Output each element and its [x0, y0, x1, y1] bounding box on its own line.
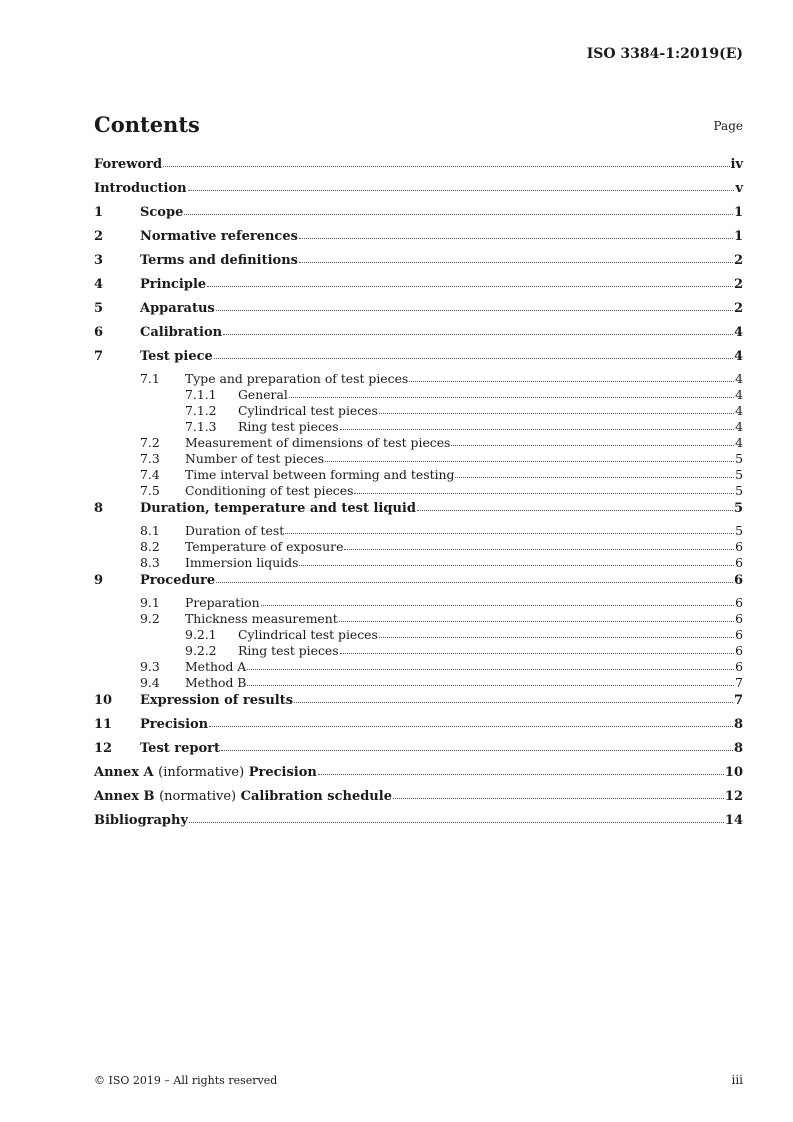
toc-entry-title: Apparatus — [140, 301, 215, 316]
dot-leader — [393, 797, 724, 799]
toc-entry[interactable] — [94, 347, 743, 371]
toc-entry-title: Test report — [140, 741, 221, 756]
dot-leader — [299, 564, 734, 566]
dot-leader — [261, 604, 735, 606]
toc-entry-page: 4 — [733, 349, 743, 364]
toc-entry-title — [94, 763, 317, 783]
dot-leader — [340, 428, 735, 430]
toc-entry-number: 12 — [94, 741, 113, 756]
toc-entry-title: Principle — [140, 277, 207, 292]
dot-leader — [294, 701, 733, 703]
toc-entry-page: 6 — [733, 573, 743, 588]
toc-entry-title: Procedure — [140, 573, 216, 588]
toc-entry[interactable] — [94, 387, 743, 403]
toc-entry-title: Ring test pieces — [238, 643, 339, 658]
toc-entry-number: 7.1.2 — [185, 403, 217, 418]
toc-entry-page: 14 — [724, 813, 743, 828]
toc-entry[interactable] — [94, 787, 743, 811]
toc-entry-number: 9.3 — [140, 659, 160, 674]
toc-entry[interactable] — [94, 539, 743, 555]
toc-entry-number: 7.1.3 — [185, 419, 217, 434]
toc-entry[interactable] — [94, 523, 743, 539]
page-number: iii — [731, 1073, 743, 1087]
toc-entry-page: 4 — [735, 435, 743, 450]
toc-entry-title: Preparation — [185, 595, 260, 610]
toc-entry-number: 9.1 — [140, 595, 160, 610]
toc-entry-page: v — [735, 181, 743, 196]
toc-entry-number: 8.2 — [140, 539, 160, 554]
toc-entry-page: 7 — [733, 693, 743, 708]
toc-entry-number: 11 — [94, 717, 113, 732]
toc-entry[interactable] — [94, 371, 743, 387]
toc-entry-number: 9.4 — [140, 675, 160, 690]
toc-entry-page: 5 — [735, 523, 743, 538]
annex-title: Precision — [248, 765, 317, 780]
toc-entry-page: 4 — [735, 419, 743, 434]
toc-entry-number: 5 — [94, 301, 104, 316]
toc-entry-title: General — [238, 387, 288, 402]
toc-entry-title — [94, 787, 392, 807]
dot-leader — [247, 684, 734, 686]
toc-entry-title: Immersion liquids — [185, 555, 299, 570]
toc-entry-title: Conditioning of test pieces — [185, 483, 354, 498]
toc-entry-title: Temperature of exposure — [185, 539, 344, 554]
toc-entry-page: 8 — [733, 717, 743, 732]
toc-entry[interactable] — [94, 403, 743, 419]
page-column-label: Page — [713, 119, 743, 133]
toc-entry[interactable] — [94, 643, 743, 659]
toc-entry-number: 7.1.1 — [185, 387, 217, 402]
toc-entry-title: Method B — [185, 675, 247, 690]
toc-entry-number: 7.5 — [140, 483, 160, 498]
toc-entry-number: 7.4 — [140, 467, 160, 482]
toc-entry[interactable] — [94, 691, 743, 715]
toc-entry-page: iv — [730, 157, 743, 172]
toc-entry[interactable] — [94, 251, 743, 275]
toc-entry-number: 7.1 — [140, 371, 160, 386]
dot-leader — [214, 357, 733, 359]
toc-entry-title: Thickness measurement — [185, 611, 338, 626]
toc-entry-number: 7.2 — [140, 435, 160, 450]
toc-entry-page: 2 — [733, 253, 743, 268]
toc-entry-title: Terms and definitions — [140, 253, 298, 268]
toc-entry-page: 5 — [735, 467, 743, 482]
toc-entry-title: Scope — [140, 205, 184, 220]
toc-entry[interactable] — [94, 611, 743, 627]
toc-entry-number: 7.3 — [140, 451, 160, 466]
toc-entry-page: 6 — [735, 659, 743, 674]
toc-entry[interactable] — [94, 555, 743, 571]
dot-leader — [221, 749, 733, 751]
dot-leader — [223, 333, 733, 335]
toc-entry[interactable] — [94, 323, 743, 347]
annex-title: Calibration schedule — [240, 789, 392, 804]
dot-leader — [340, 652, 735, 654]
toc-entry-page: 12 — [724, 789, 743, 804]
toc-entry-number: 10 — [94, 693, 113, 708]
toc-entry-number: 9 — [94, 573, 104, 588]
toc-entry-title: Cylindrical test pieces — [238, 403, 378, 418]
toc-entry-number: 9.2 — [140, 611, 160, 626]
toc-entry-title: Bibliography — [94, 813, 189, 828]
toc-entry-page: 7 — [735, 675, 743, 690]
dot-leader — [299, 237, 733, 239]
dot-leader — [354, 492, 734, 494]
toc-entry-page: 6 — [735, 539, 743, 554]
dot-leader — [207, 285, 733, 287]
toc-entry-title: Time interval between forming and testing — [185, 467, 455, 482]
dot-leader — [379, 636, 734, 638]
toc-entry-page: 4 — [735, 403, 743, 418]
toc-entry[interactable] — [94, 595, 743, 611]
toc-entry[interactable] — [94, 739, 743, 763]
dot-leader — [339, 620, 734, 622]
toc-entry[interactable] — [94, 227, 743, 251]
dot-leader — [285, 532, 734, 534]
toc-entry-title: Precision — [140, 717, 209, 732]
toc-entry[interactable] — [94, 435, 743, 451]
toc-entry[interactable] — [94, 451, 743, 467]
dot-leader — [325, 460, 734, 462]
toc-entry-page: 10 — [724, 765, 743, 780]
toc-entry-title: Expression of results — [140, 693, 294, 708]
toc-entry-page: 5 — [735, 483, 743, 498]
dot-leader — [209, 725, 733, 727]
toc-entry-page: 4 — [735, 371, 743, 386]
document-id: ISO 3384-1:2019(E) — [586, 46, 743, 62]
toc-entry-number: 9.2.1 — [185, 627, 217, 642]
toc-entry-title: Test piece — [140, 349, 213, 364]
toc-entry[interactable] — [94, 715, 743, 739]
toc-entry-page: 4 — [733, 325, 743, 340]
toc-entry-title: Normative references — [140, 229, 298, 244]
toc-entry-number: 3 — [94, 253, 104, 268]
toc-entry-page: 6 — [735, 643, 743, 658]
annex-type: (normative) — [159, 789, 237, 804]
table-of-contents — [94, 155, 743, 835]
contents-title: Contents — [94, 112, 200, 137]
dot-leader — [216, 309, 733, 311]
toc-entry[interactable] — [94, 627, 743, 643]
annex-label: Annex A — [94, 765, 154, 780]
dot-leader — [379, 412, 734, 414]
toc-entry[interactable] — [94, 179, 743, 203]
toc-entry-number: 8.3 — [140, 555, 160, 570]
toc-entry-number: 7 — [94, 349, 104, 364]
toc-entry-page: 5 — [735, 451, 743, 466]
toc-entry-number: 8 — [94, 501, 104, 516]
dot-leader — [216, 581, 733, 583]
dot-leader — [289, 396, 734, 398]
dot-leader — [451, 444, 734, 446]
copyright-notice: © ISO 2019 – All rights reserved — [94, 1074, 278, 1087]
toc-entry-number: 2 — [94, 229, 104, 244]
toc-entry[interactable] — [94, 155, 743, 179]
toc-entry[interactable] — [94, 675, 743, 691]
dot-leader — [455, 476, 734, 478]
toc-entry-title: Cylindrical test pieces — [238, 627, 378, 642]
toc-entry-title: Introduction — [94, 181, 187, 196]
toc-entry-number: 1 — [94, 205, 104, 220]
toc-entry-number: 9.2.2 — [185, 643, 217, 658]
dot-leader — [189, 821, 724, 823]
toc-entry[interactable] — [94, 571, 743, 595]
toc-entry[interactable] — [94, 275, 743, 299]
dot-leader — [247, 668, 734, 670]
toc-entry-page: 5 — [733, 501, 743, 516]
dot-leader — [409, 380, 734, 382]
toc-entry-title: Foreword — [94, 157, 163, 172]
toc-entry-page: 1 — [733, 229, 743, 244]
toc-entry-page: 4 — [735, 387, 743, 402]
dot-leader — [344, 548, 734, 550]
toc-entry-title: Ring test pieces — [238, 419, 339, 434]
dot-leader — [163, 165, 729, 167]
toc-entry-page: 6 — [735, 595, 743, 610]
toc-entry[interactable] — [94, 299, 743, 323]
toc-entry-page: 6 — [735, 627, 743, 642]
toc-entry-title: Type and preparation of test pieces — [185, 371, 409, 386]
toc-entry[interactable] — [94, 499, 743, 523]
toc-entry[interactable] — [94, 419, 743, 435]
dot-leader — [299, 261, 733, 263]
toc-entry-page: 6 — [735, 611, 743, 626]
toc-entry-page: 8 — [733, 741, 743, 756]
annex-label: Annex B — [94, 789, 155, 804]
toc-entry-title: Calibration — [140, 325, 223, 340]
dot-leader — [318, 773, 724, 775]
toc-entry-title: Method A — [185, 659, 247, 674]
toc-entry-number: 8.1 — [140, 523, 160, 538]
toc-entry-number: 6 — [94, 325, 104, 340]
toc-entry-title: Duration, temperature and test liquid — [140, 501, 416, 516]
dot-leader — [184, 213, 733, 215]
toc-entry-page: 2 — [733, 301, 743, 316]
toc-entry[interactable] — [94, 467, 743, 483]
toc-entry-title: Number of test pieces — [185, 451, 325, 466]
toc-entry-page: 2 — [733, 277, 743, 292]
toc-entry[interactable] — [94, 811, 743, 835]
toc-entry[interactable] — [94, 763, 743, 787]
dot-leader — [417, 509, 733, 511]
toc-entry[interactable] — [94, 659, 743, 675]
toc-entry-title: Duration of test — [185, 523, 285, 538]
toc-entry-title: Measurement of dimensions of test pieces — [185, 435, 451, 450]
toc-entry-number: 4 — [94, 277, 104, 292]
toc-entry[interactable] — [94, 203, 743, 227]
annex-type: (informative) — [158, 765, 245, 780]
toc-entry-page: 6 — [735, 555, 743, 570]
toc-entry[interactable] — [94, 483, 743, 499]
dot-leader — [188, 189, 735, 191]
toc-entry-page: 1 — [733, 205, 743, 220]
